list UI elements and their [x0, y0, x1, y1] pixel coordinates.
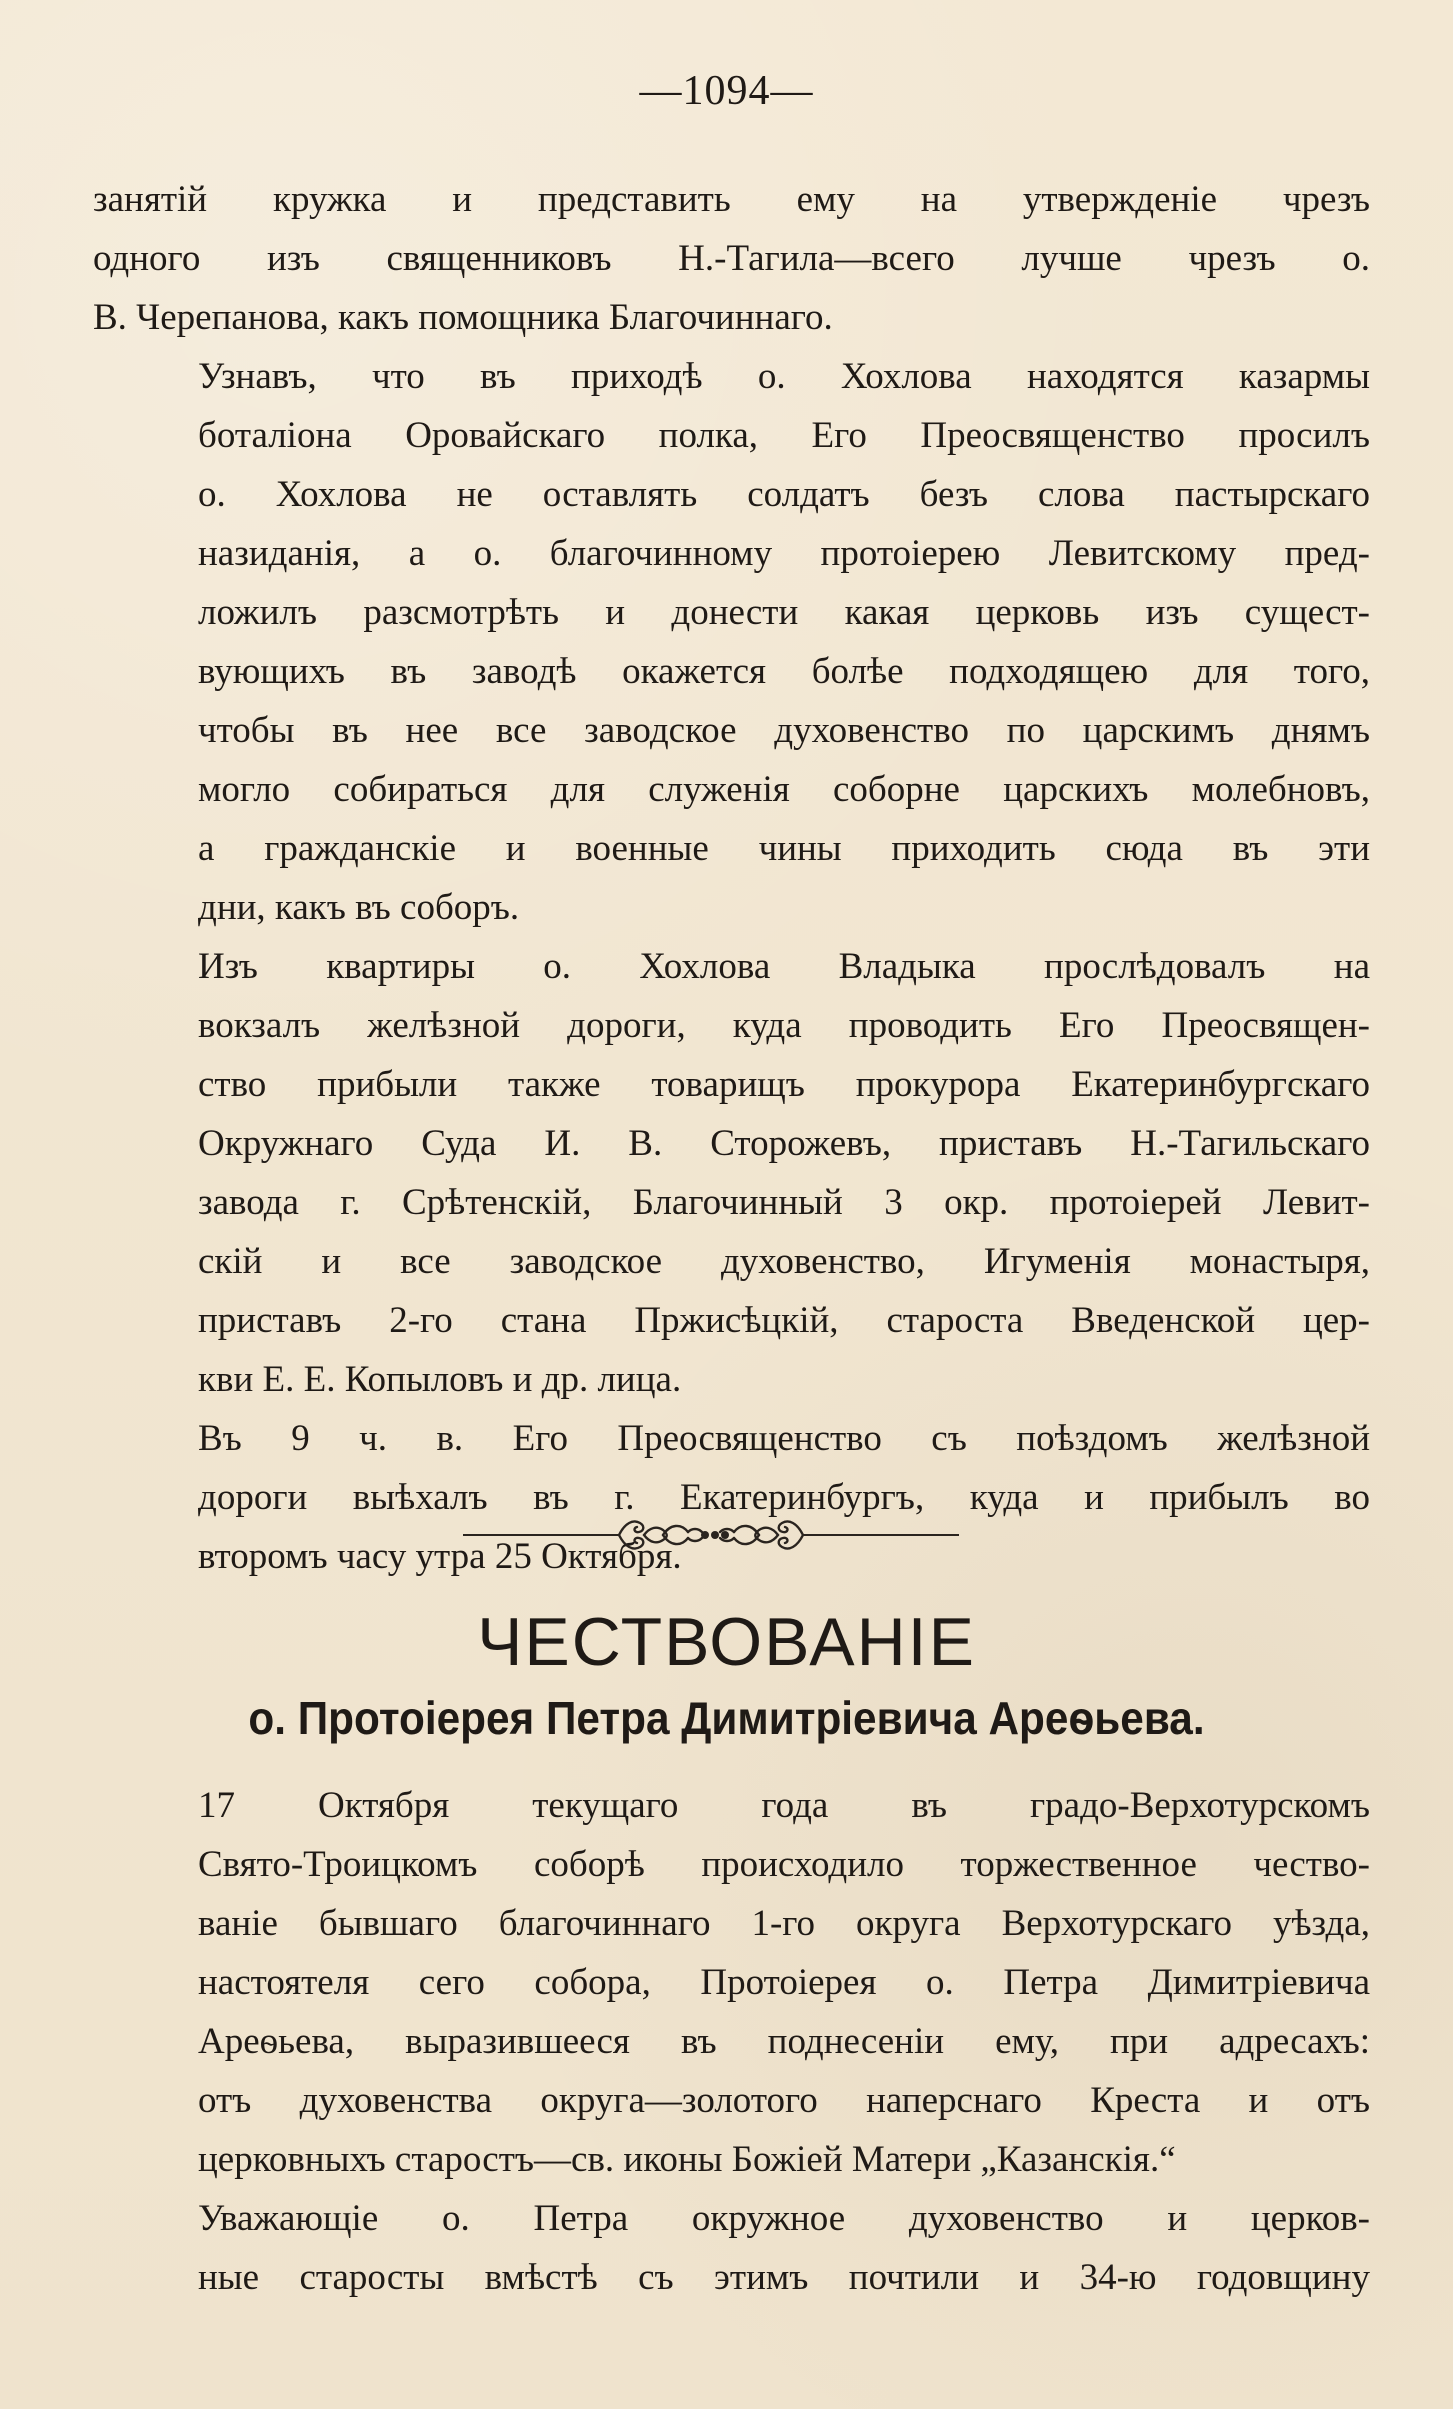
section-subtitle: о. Протоіерея Петра Димитріевича Ареѳьева.: [248, 1692, 1205, 1744]
paragraph-3: [93, 937, 1370, 1409]
paragraph-line: Изъ квартиры о. Хохлова Владыка прослѣдовалъ на: [198, 946, 1370, 987]
paragraph-line: могло собираться для служенія соборне царскихъ молебновъ,: [198, 769, 1370, 810]
paragraph-line: скій и все заводское духовенство, Игуменія монастыря,: [198, 1241, 1370, 1282]
paragraph-line: Окружнаго Суда И. В. Сторожевъ, приставъ Н.-Тагильскаго: [198, 1123, 1370, 1164]
paragraph-line: отъ духовенства округа—золотого наперснаго Креста и отъ: [198, 2080, 1370, 2121]
paragraph-line: Въ 9 ч. в. Его Преосвященство съ поѣздомъ желѣзной: [198, 1418, 1370, 1459]
right-flourish-icon: [720, 1522, 803, 1549]
center-dots-icon: [701, 1531, 729, 1539]
paragraph-line: ваніе бывшаго благочиннаго 1-го округа Верхотурскаго уѣзда,: [198, 1903, 1370, 1944]
bottom-text-block: [93, 1776, 1370, 2307]
paragraph-line: дни, какъ въ соборъ.: [198, 887, 520, 928]
paragraph-line: боталіона Оровайскаго полка, Его Преосвященство просилъ: [198, 415, 1370, 456]
paragraph-line: а гражданскіе и военные чины приходить сюда въ эти: [198, 828, 1370, 869]
paragraph-line: завода г. Срѣтенскій, Благочинный 3 окр. протоіерей Левит-: [198, 1182, 1370, 1223]
paragraph-line: вокзалъ желѣзной дороги, куда проводить Его Преосвящен-: [198, 1005, 1370, 1046]
section-divider-ornament: [463, 1508, 959, 1562]
paragraph-line: о. Хохлова не оставлять солдатъ безъ слова пастырскаго: [198, 474, 1370, 515]
paragraph-line: второмъ часу утра 25 Октября.: [198, 1536, 682, 1577]
paragraph-6: [93, 2189, 1370, 2307]
paragraph-line: одного изъ священниковъ Н.-Тагила—всего лучше чрезъ о.: [93, 238, 1370, 279]
paragraph-line: кви Е. Е. Копыловъ и др. лица.: [198, 1359, 682, 1400]
paragraph-line: 17 Октября текущаго года въ градо-Верхотурскомъ: [198, 1785, 1370, 1826]
paragraph-line: церковныхъ старостъ—св. иконы Божіей Матери „Казанскія.“: [198, 2139, 1176, 2180]
paragraph-line: вующихъ въ заводѣ окажется болѣе подходящею для того,: [198, 651, 1370, 692]
paragraph-line: ные старосты вмѣстѣ съ этимъ почтили и 34-ю годовщину: [198, 2257, 1370, 2298]
top-text-block: [93, 170, 1370, 1586]
left-flourish-icon: [619, 1522, 702, 1549]
paragraph-1: [93, 170, 1370, 347]
paragraph-line: дороги выѣхалъ въ г. Екатеринбургъ, куда и прибылъ во: [198, 1477, 1370, 1518]
paragraph-line: Свято-Троицкомъ соборѣ происходило торжественное чество-: [198, 1844, 1370, 1885]
paragraph-2: [93, 347, 1370, 937]
paragraph-line: назиданія, а о. благочинному протоіерею Левитскому пред-: [198, 533, 1370, 574]
paragraph-line: Узнавъ, что въ приходѣ о. Хохлова находятся казармы: [198, 356, 1370, 397]
paragraph-line: Уважающіе о. Петра окружное духовенство и церков-: [198, 2198, 1370, 2239]
page-number: —1094—: [639, 68, 814, 114]
paragraph-line: ство прибыли также товарищъ прокурора Екатеринбургскаго: [198, 1064, 1370, 1105]
paragraph-line: занятій кружка и представить ему на утвержденіе чрезъ: [93, 179, 1370, 220]
paragraph-line: В. Черепанова, какъ помощника Благочиннаго.: [93, 297, 833, 338]
paragraph-line: ложилъ разсмотрѣть и донести какая церковь изъ сущест-: [198, 592, 1370, 633]
paragraph-line: приставъ 2-го стана Пржисѣцкій, староста Введенской цер-: [198, 1300, 1370, 1341]
paragraph-line: настоятеля сего собора, Протоіерея о. Петра Димитріевича: [198, 1962, 1370, 2003]
paragraph-line: чтобы въ нее все заводское духовенство по царскимъ днямъ: [198, 710, 1370, 751]
paragraph-line: Ареѳьева, выразившееся въ поднесеніи ему, при адресахъ:: [198, 2021, 1370, 2062]
paragraph-5: [93, 1776, 1370, 2189]
section-title: ЧЕСТВОВАНІЕ: [477, 1604, 976, 1680]
